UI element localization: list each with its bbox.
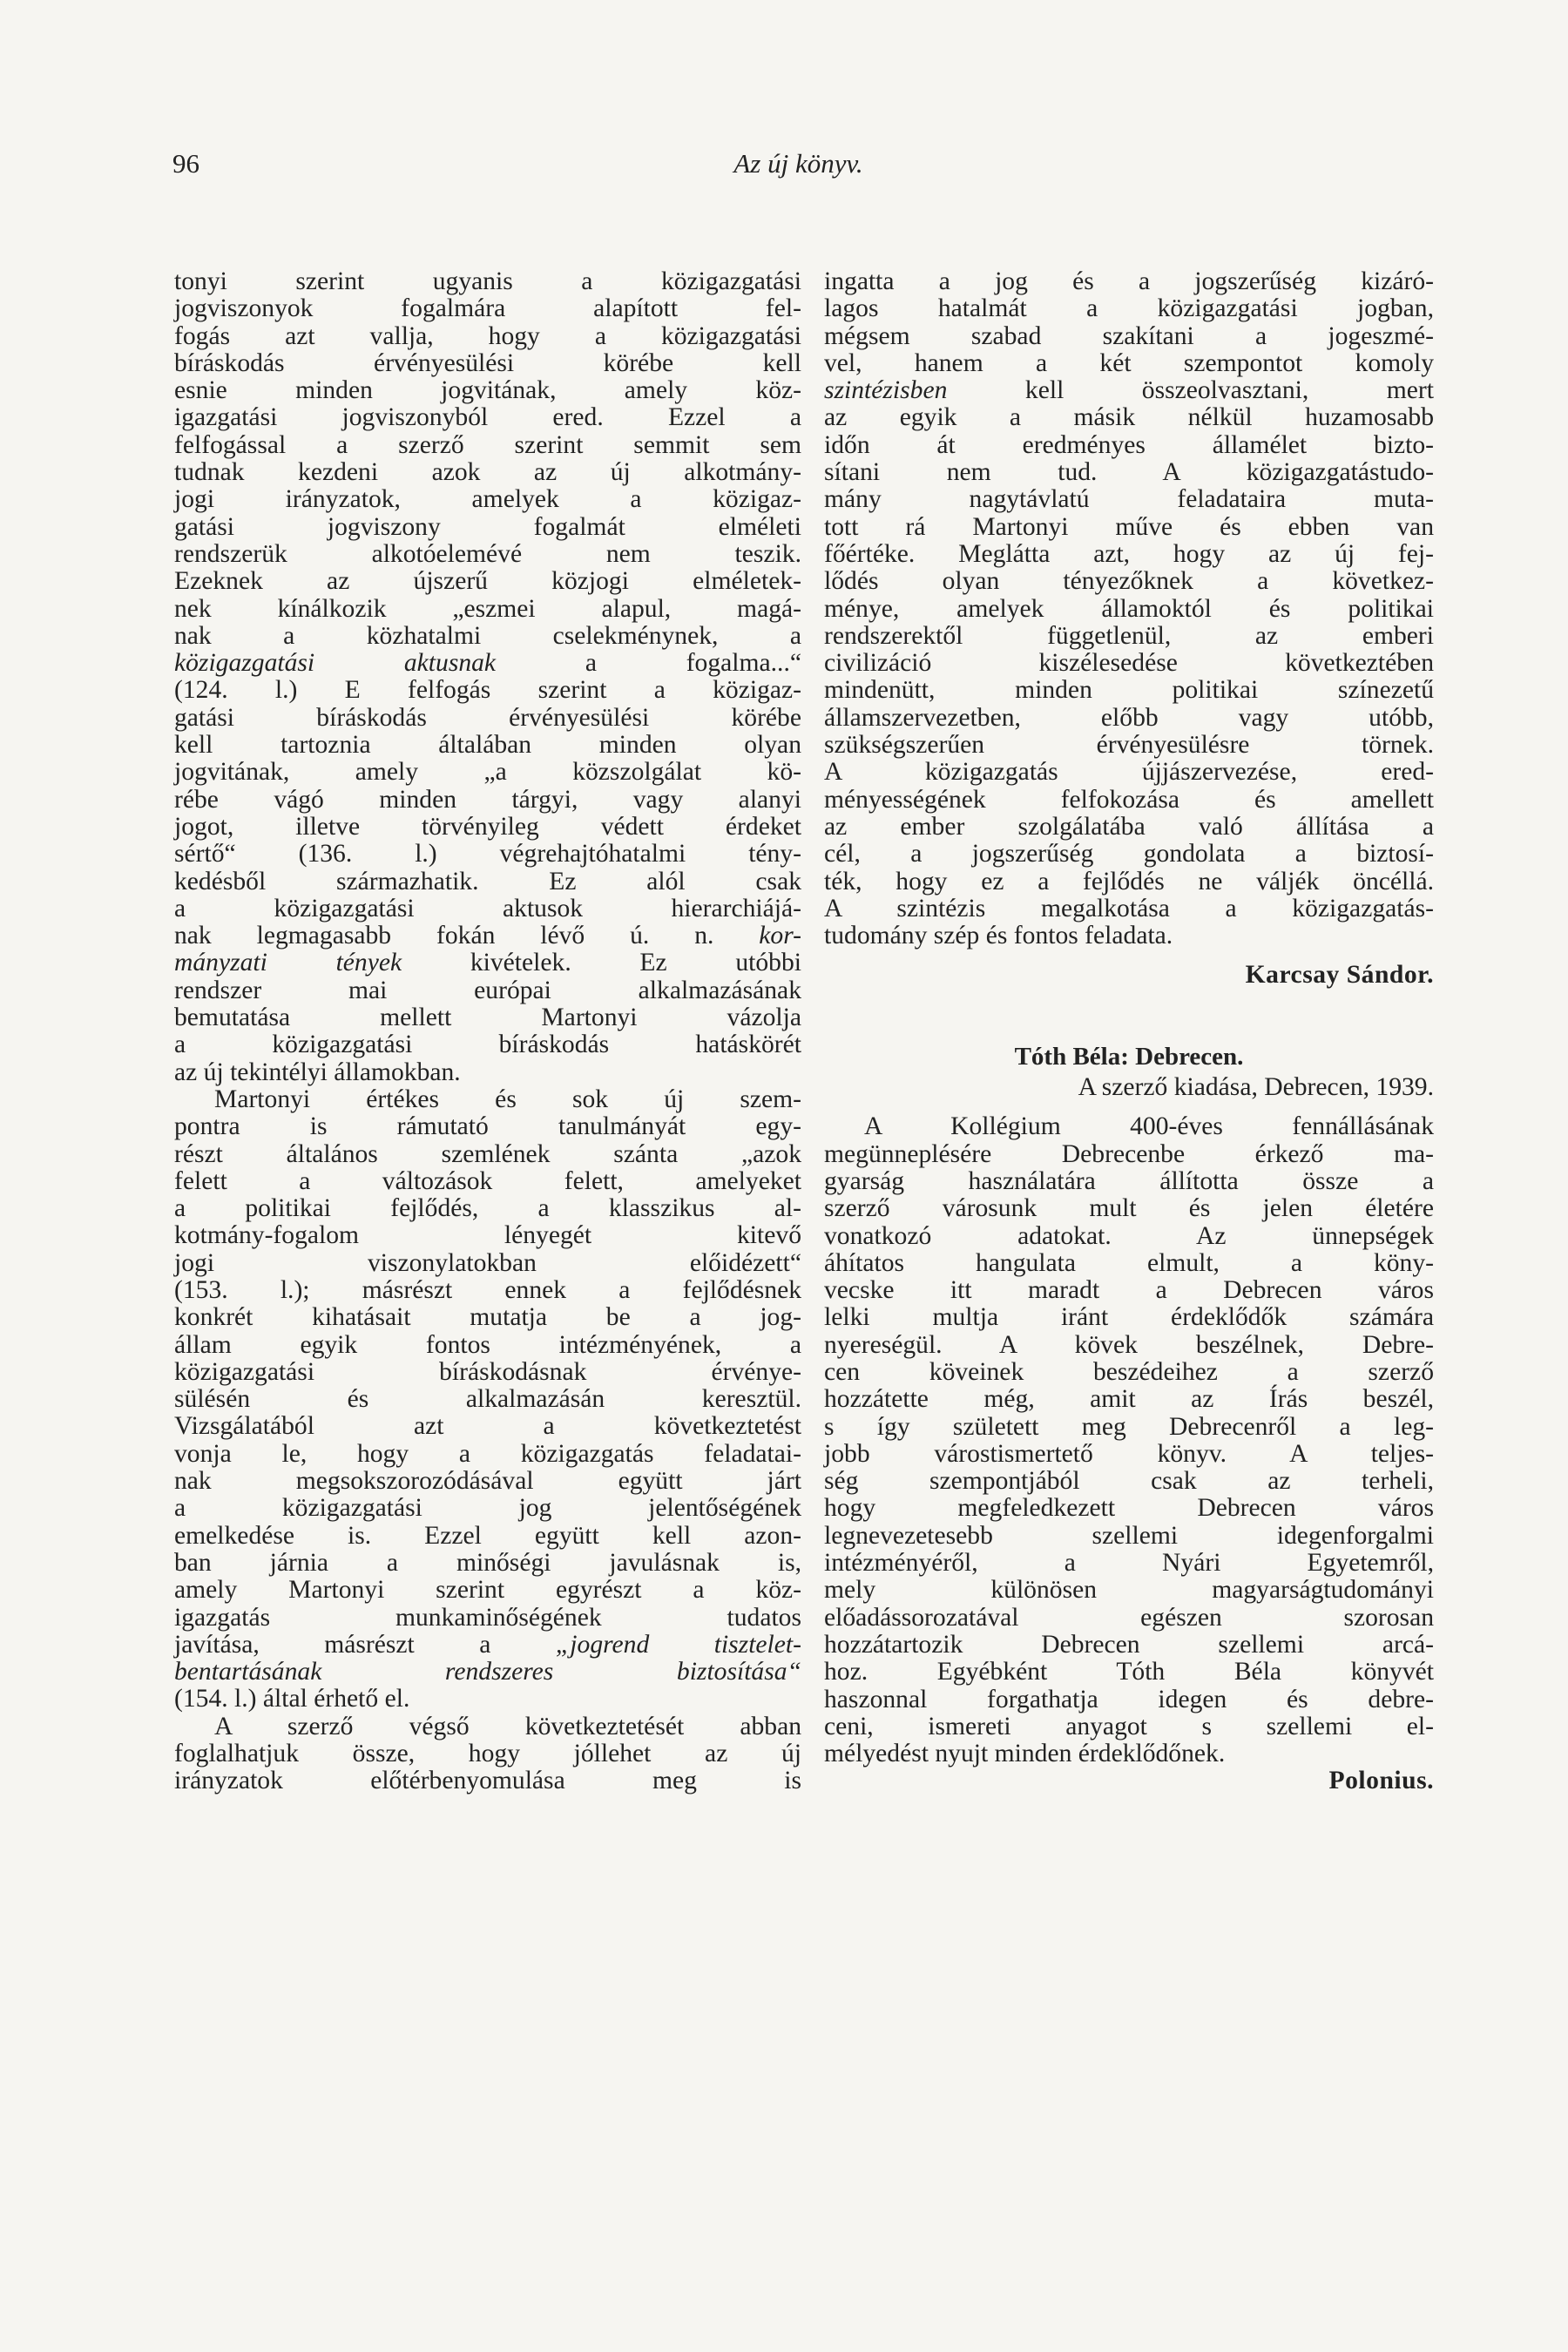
text-line: főértéke. Meglátta azt, hogy az új fej- <box>824 539 1434 568</box>
text-line: vel, hanem a két szempontot komoly <box>824 348 1434 377</box>
text-line: sértő“ (136. l.) végrehajtóhatalmi tény- <box>174 840 801 868</box>
review-publication: A szerző kiadása, Debrecen, 1939. <box>1078 1073 1434 1102</box>
text-line: ban járnia a minőségi javulásnak is, <box>174 1548 801 1577</box>
text-line: ceni, ismereti anyagot s szellemi el- <box>824 1712 1434 1740</box>
text-line: tudnak kezdeni azok az új alkotmány- <box>174 458 801 487</box>
text-line: A szerző végső következtetését abban <box>214 1712 801 1740</box>
text-line: áhítatos hangulata elmult, a köny- <box>824 1248 1434 1277</box>
text-line: vonja le, hogy a közigazgatás feladatai- <box>174 1439 801 1468</box>
text-line: megünneplésére Debrecenbe érkező ma- <box>824 1139 1434 1168</box>
text-line: gyarság használatára állította össze a <box>824 1166 1434 1195</box>
text-line: részt általános szemlének szánta „azok <box>174 1139 801 1168</box>
text-line: (124. l.) E felfogás szerint a közigaz- <box>174 676 801 705</box>
text-line: ménye, amelyek államoktól és politikai <box>824 594 1434 623</box>
text-line: kotmány-fogalom lényegét kitevő <box>174 1221 801 1250</box>
text-line: mely különösen magyarságtudományi <box>824 1576 1434 1605</box>
text-line: tott rá Martonyi műve és ebben van <box>824 512 1434 541</box>
text-line: hogy megfeledkezett Debrecen város <box>824 1494 1434 1523</box>
text-line: az ember szolgálatába való állítása a <box>824 812 1434 841</box>
text-line: mélyedést nyujt minden érdeklődőnek. <box>824 1740 1226 1768</box>
text-line: Ezeknek az újszerű közjogi elméletek- <box>174 567 801 596</box>
text-line: igazgatás munkaminőségének tudatos <box>174 1603 801 1632</box>
review-signature-2: Polonius. <box>1328 1767 1434 1795</box>
text-line: (154. l.) által érhető el. <box>174 1685 410 1713</box>
text-line: nyereségül. A kövek beszélnek, Debre- <box>824 1330 1434 1359</box>
text-line: ték, hogy ez a fejlődés ne váljék öncéllá. <box>824 867 1434 896</box>
text-line: a politikai fejlődés, a klasszikus al- <box>174 1194 801 1223</box>
text-line: konkrét kihatásait mutatja be a jog- <box>174 1303 801 1332</box>
page-number: 96 <box>172 148 199 179</box>
italic-term: bentartásának rendszeres biztosítása“ <box>174 1658 801 1686</box>
left-column <box>174 268 801 1795</box>
text-line <box>174 1659 801 1686</box>
text-line: jogi viszonylatokban előidézett“ <box>174 1248 801 1277</box>
text-line: mány nagytávlatú feladataira muta- <box>824 485 1434 514</box>
text-line: állam egyik fontos intézményének, a <box>174 1330 801 1359</box>
text-line: az egyik a másik nélkül huzamosabb <box>824 403 1434 432</box>
left-paragraph-2 <box>174 1086 801 1713</box>
text-line: rébe vágó minden tárgyi, vagy alanyi <box>174 785 801 814</box>
text-line: gatási bíráskodás érvényesülési körébe <box>174 703 801 732</box>
text-line: lagos hatalmát a közigazgatási jogban, <box>824 294 1434 323</box>
text-line: nak a közhatalmi cselekménynek, a <box>174 621 801 650</box>
text-line: a közigazgatási jog jelentőségének <box>174 1494 801 1523</box>
text-line: rendszerük alkotóelemévé nem teszik. <box>174 539 801 568</box>
text-line: szintézisben kell összeolvasztani, mert <box>824 376 1434 405</box>
italic-term: kor- <box>759 922 801 950</box>
running-title: Az új könyv. <box>733 148 863 179</box>
text-line: emelkedése is. Ezzel együtt kell azon- <box>174 1521 801 1550</box>
text-line: kell tartoznia általában minden olyan <box>174 731 801 760</box>
text-line: sítani nem tud. A közigazgatástudo- <box>824 458 1434 487</box>
text-line: legnevezetesebb szellemi idegenforgalmi <box>824 1521 1434 1550</box>
text-line: haszonnal forgathatja idegen és debre- <box>824 1685 1434 1713</box>
text-line: irányzatok előtérbenyomulása meg is <box>174 1767 801 1795</box>
text-line: szerző városunk mult és jelen életére <box>824 1194 1434 1223</box>
text-line: fogás azt vallja, hogy a közigazgatási <box>174 321 801 350</box>
text-line: ingatta a jog és a jogszerűség kizáró- <box>824 267 1434 295</box>
text-line: A szintézis megalkotása a közigazgatás- <box>824 894 1434 923</box>
text-line: mindenütt, minden politikai színezetű <box>824 676 1434 705</box>
right-column <box>824 268 1434 1795</box>
text-line: Vizsgálatából azt a következtetést <box>174 1412 801 1441</box>
text-line: időn át eredményes államélet bizto- <box>824 430 1434 459</box>
text-line: mégsem szabad szakítani a jogeszmé- <box>824 321 1434 350</box>
page-header <box>172 148 1424 200</box>
text-line: felett a változások felett, amelyeket <box>174 1166 801 1195</box>
text-line: cen köveinek beszédeihez a szerző <box>824 1357 1434 1386</box>
text-line: nek kínálkozik „eszmei alapul, magá- <box>174 594 801 623</box>
text-line: jogot, illetve törvényileg védett érdeket <box>174 812 801 841</box>
text-line: államszervezetben, előbb vagy utóbb, <box>824 703 1434 732</box>
text-line: a közigazgatási bíráskodás hatáskörét <box>174 1031 801 1059</box>
italic-term: közigazgatási aktusnak <box>174 649 497 678</box>
italic-term: mányzati tények <box>174 949 402 977</box>
text-line: tudomány szép és fontos feladata. <box>824 922 1173 950</box>
text-line: mányzati tények kivételek. Ez utóbbi <box>174 949 801 977</box>
text-line: lődés olyan tényezőknek a következ- <box>824 567 1434 596</box>
text-line: kedésből származhatik. Ez alól csak <box>174 867 801 896</box>
text-line: ség szempontjából csak az terheli, <box>824 1467 1434 1496</box>
text-line: közigazgatási bíráskodásnak érvénye- <box>174 1357 801 1386</box>
text-line: cél, a jogszerűség gondolata a biztosí- <box>824 840 1434 868</box>
left-paragraph-3 <box>174 1713 801 1795</box>
text-line: intézményéről, a Nyári Egyetemről, <box>824 1549 1434 1578</box>
left-paragraph-1 <box>174 268 801 1086</box>
text-line: civilizáció kiszélesedése következtében <box>824 649 1434 678</box>
italic-term: „jogrend tisztelet- <box>555 1630 801 1659</box>
text-line: ményességének felfokozása és amellett <box>824 785 1434 814</box>
text-line: Martonyi értékes és sok új szem- <box>214 1085 801 1113</box>
text-line: (153. l.); másrészt ennek a fejlődésnek <box>174 1275 801 1304</box>
text-line: s így született meg Debrecenről a leg- <box>824 1412 1434 1441</box>
text-line: pontra is rámutató tanulmányát egy- <box>174 1112 801 1141</box>
text-line: hoz. Egyébként Tóth Béla könyvét <box>824 1658 1434 1686</box>
right-paragraph-2 <box>824 1113 1434 1767</box>
text-line: nak megsokszorozódásával együtt járt <box>174 1467 801 1496</box>
text-line: a közigazgatási aktusok hierarchiájá- <box>174 894 801 923</box>
text-line: jogviszonyok fogalmára alapított fel- <box>174 294 801 323</box>
text-line: A Kollégium 400-éves fennállásának <box>864 1112 1434 1141</box>
text-line: jogvitának, amely „a közszolgálat kö- <box>174 758 801 787</box>
text-line: felfogással a szerző szerint semmit sem <box>174 430 801 459</box>
text-line: igazgatási jogviszonyból ered. Ezzel a <box>174 403 801 432</box>
text-line: gatási jogviszony fogalmát elméleti <box>174 512 801 541</box>
text-line: vonatkozó adatokat. Az ünnepségek <box>824 1221 1434 1250</box>
text-line: tonyi szerint ugyanis a közigazgatási <box>174 267 801 295</box>
review-heading: Tóth Béla: Debrecen. <box>1014 1042 1244 1071</box>
text-line: A közigazgatás újjászervezése, ered- <box>824 758 1434 787</box>
text-line: szükségszerűen érvényesülésre törnek. <box>824 731 1434 760</box>
review-signature-1: Karcsay Sándor. <box>1245 961 1434 990</box>
text-line: amely Martonyi szerint egyrészt a köz- <box>174 1576 801 1605</box>
text-line: bíráskodás érvényesülési körébe kell <box>174 348 801 377</box>
text-line: foglalhatjuk össze, hogy jóllehet az új <box>174 1740 801 1768</box>
text-line: hozzátartozik Debrecen szellemi arcá- <box>824 1630 1434 1659</box>
text-line: jobb várostismertető könyv. A teljes- <box>824 1439 1434 1468</box>
text-line: nak legmagasabb fokán lévő ú. n. kor- <box>174 922 801 950</box>
text-line: előadássorozatával egészen szorosan <box>824 1603 1434 1632</box>
text-line: az új tekintélyi államokban. <box>174 1058 461 1086</box>
text-line: hozzátette még, amit az Írás beszél, <box>824 1385 1434 1414</box>
text-line: rendszer mai európai alkalmazásának <box>174 976 801 1004</box>
text-line: bemutatása mellett Martonyi vázolja <box>174 1004 801 1032</box>
right-paragraph-1 <box>824 268 1434 950</box>
italic-term: szintézisben <box>824 376 948 405</box>
text-line: esnie minden jogvitának, amely köz- <box>174 376 801 405</box>
text-line: jogi irányzatok, amelyek a közigaz- <box>174 485 801 514</box>
text-line: rendszerektől függetlenül, az emberi <box>824 621 1434 650</box>
text-line: javítása, másrészt a „jogrend tisztelet- <box>174 1630 801 1659</box>
text-line: lelki multja iránt érdeklődők számára <box>824 1303 1434 1332</box>
text-line: sülésén és alkalmazásán keresztül. <box>174 1385 801 1414</box>
text-line: vecske itt maradt a Debrecen város <box>824 1276 1434 1305</box>
text-line: közigazgatási aktusnak a fogalma...“ <box>174 649 801 678</box>
